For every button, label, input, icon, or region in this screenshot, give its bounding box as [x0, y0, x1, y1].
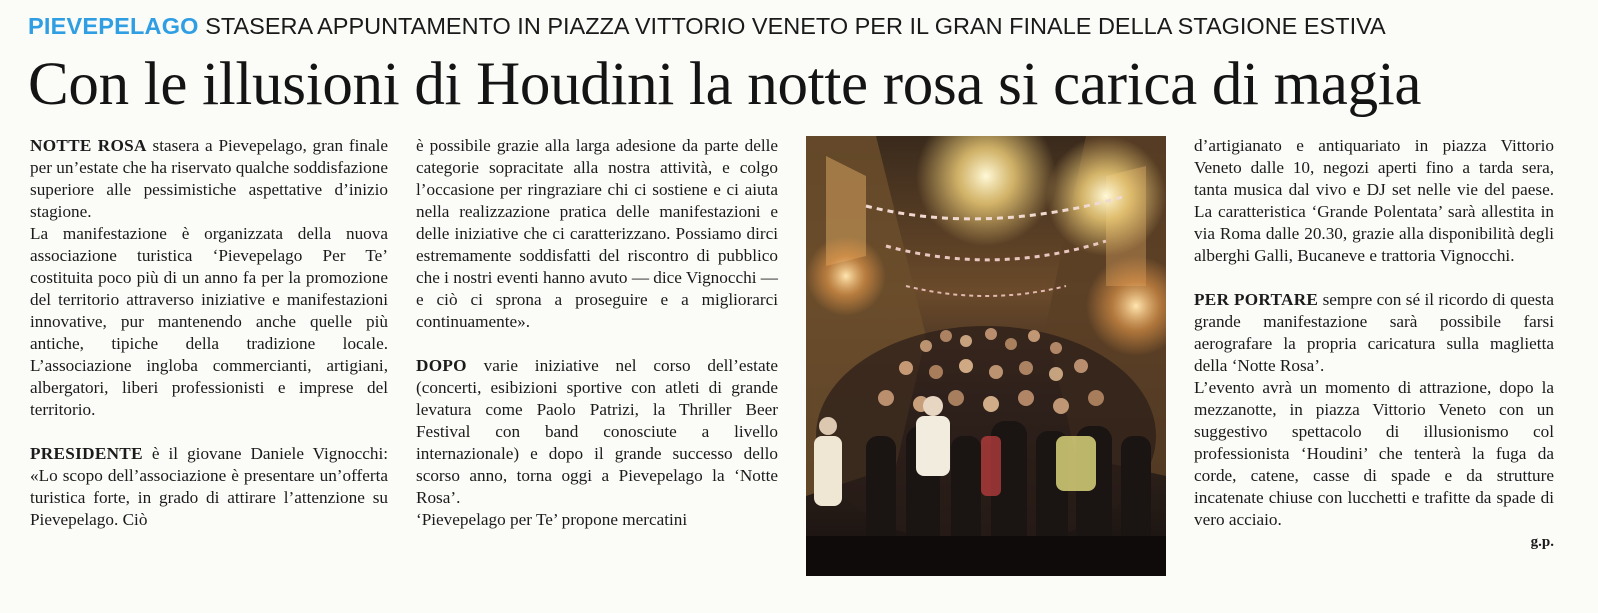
paragraph	[1194, 135, 1554, 267]
author-signature: g.p.	[1530, 534, 1554, 550]
paragraph-text: sempre con sé il ricordo di questa grande manifestazione sarà possibile farsi aerografare la propria caricatura sulla maglietta della ‘Notte Rosa’.	[1194, 290, 1554, 375]
crowd-photo-illustration	[806, 136, 1166, 576]
lead-word: DOPO	[416, 356, 467, 375]
paragraph	[30, 135, 388, 223]
kicker-summary: STASERA APPUNTAMENTO IN PIAZZA VITTORIO VENETO PER IL GRAN FINALE DELLA STAGIONE ESTIVA	[205, 13, 1386, 39]
paragraph	[416, 135, 778, 333]
paragraph-text: è possibile grazie alla larga adesione da parte delle categorie sopracitate alla nostra attività, e colgo l’occasione per ringraziare chi ci sostiene e ci aiuta nella realizzazione pratica delle manifestazioni e delle iniziative che ci caratterizzano. Possiamo dirci estremamente soddisfatti del riscontro di pubblico che i nostri eventi hanno avuto — dice Vignocchi — e ciò ci sprona a proseguire e a migliorarci continuamente».	[416, 136, 778, 331]
paragraph-text: La manifestazione è organizzata della nuova associazione turistica ‘Pievepelago Per Te’ costituita poco più di un anno fa per la promozione del territorio attraverso iniziative e manifestazioni innovative, pur mantenendo anche quelle più antiche, tipiche della tradizione locale. L’associazione ingloba commercianti, artigiani, albergatori, liberi professionisti e imprese del territorio.	[30, 224, 388, 419]
lead-word: PER PORTARE	[1194, 290, 1319, 309]
paragraph	[30, 443, 388, 531]
crowd-photo	[806, 136, 1166, 576]
paragraph	[30, 223, 388, 421]
lead-word: NOTTE ROSA	[30, 136, 147, 155]
paragraph	[1194, 377, 1554, 531]
article-column-4	[1194, 135, 1554, 553]
kicker-location: PIEVEPELAGO	[28, 13, 199, 39]
paragraph-text: è il giovane Daniele Vignocchi: «Lo scopo dell’associazione è presentare un’offerta turistica forte, in grado di attirare l’attenzione su Pievepelago. Ciò	[30, 444, 388, 529]
paragraph	[416, 509, 778, 531]
paragraph-text: ‘Pievepelago per Te’ propone mercatini	[416, 510, 688, 529]
paragraph-text: stasera a Pievepelago, gran finale per un’estate che ha riservato qualche soddisfazione superiore alle pessimistiche aspettative d’inizio stagione.	[30, 136, 388, 221]
paragraph	[416, 355, 778, 509]
kicker	[28, 10, 1573, 42]
paragraph-text: d’artigianato e antiquariato in piazza Vittorio Veneto dalle 10, negozi aperti fino a tarda sera, tanta musica dal vivo e DJ set nelle vie del paese. La caratteristica ‘Grande Polentata’ sarà allestita in via Roma dalle 20.30, grazie alla disponibilità degli alberghi Galli, Bucaneve e trattoria Vignocchi.	[1194, 136, 1554, 265]
article-column-2	[416, 135, 778, 531]
lead-word: PRESIDENTE	[30, 444, 143, 463]
paragraph-text: L’evento avrà un momento di attrazione, dopo la mezzanotte, in piazza Vittorio Veneto con un suggestivo spettacolo di illusionismo col professionista ‘Houdini’ che tenterà la fuga da corde, catene, casse di spade e da strutture incatenate chiuse con lucchetti e trafitte da spade di vero acciaio.	[1194, 378, 1554, 529]
paragraph	[1194, 289, 1554, 377]
headline: Con le illusioni di Houdini la notte rosa si carica di magia	[28, 51, 1422, 118]
article-column-1	[30, 135, 388, 531]
paragraph-text: varie iniziative nel corso dell’estate (concerti, esibizioni sportive con atleti di grande levatura come Paolo Patrizi, la Thriller Beer Festival con band conosciute a livello internazionale) e dopo il grande successo dello scorso anno, torna oggi a Pievepelago la ‘Notte Rosa’.	[416, 356, 778, 507]
